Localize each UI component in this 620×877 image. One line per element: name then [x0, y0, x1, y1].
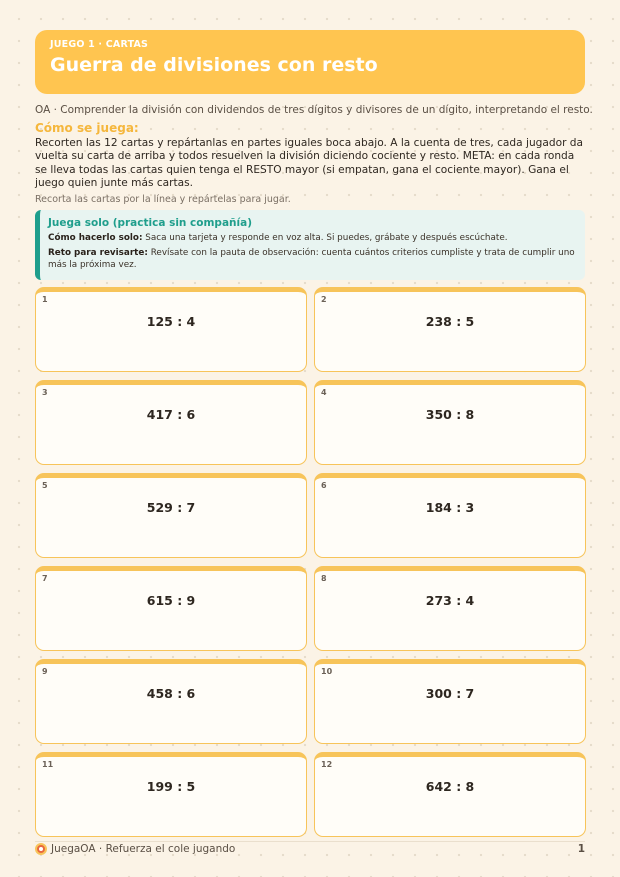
card-division: 417 : 6	[146, 407, 196, 422]
division-card[interactable]	[314, 473, 586, 558]
division-card[interactable]	[314, 752, 586, 837]
brand-logo-icon	[35, 843, 47, 855]
card-division: 350 : 8	[425, 407, 475, 422]
card-number: 11	[42, 760, 54, 769]
howto-heading: Cómo se juega:	[35, 121, 139, 135]
card-number: 6	[321, 481, 327, 490]
division-card[interactable]	[314, 659, 586, 744]
card-division: 199 : 5	[146, 779, 196, 794]
card-number: 9	[42, 667, 48, 676]
division-card[interactable]	[35, 380, 307, 465]
division-card[interactable]	[314, 287, 586, 372]
page-number: 1	[577, 843, 585, 855]
division-card[interactable]	[314, 380, 586, 465]
card-number: 12	[321, 760, 333, 769]
division-card[interactable]	[35, 752, 307, 837]
card-division: 273 : 4	[425, 593, 475, 608]
card-division: 184 : 3	[425, 500, 475, 515]
solo-challenge-label: Reto para revisarte:	[48, 248, 148, 258]
card-number: 10	[321, 667, 333, 676]
card-division: 529 : 7	[146, 500, 196, 515]
footer-brand: JuegaOA · Refuerza el cole jugando	[51, 843, 236, 855]
card-number: 5	[42, 481, 48, 490]
game-rules: Recorten las 12 cartas y repártanlas en partes iguales boca abajo. A la cuenta de tres, cada jugador da vuelta su carta de arriba y todos resuelven la división diciendo cociente y resto. META: en cada ronda se lleva todas las cartas quien tenga el RESTO mayor (si empatan, gana el cociente mayor). Gana el juego quien junte más cartas.	[35, 137, 584, 190]
solo-how-text: Saca una tarjeta y responde en voz alta. Si puedes, grábate y después escúchate.	[145, 233, 508, 243]
card-number: 1	[42, 295, 48, 304]
solo-how-label: Cómo hacerlo solo:	[48, 233, 143, 243]
card-division: 238 : 5	[425, 314, 475, 329]
learning-objective: OA · Comprender la división con dividendos de tres dígitos y divisores de un dígito, interpretando el resto.	[35, 104, 593, 116]
cut-note: Recorta las cartas por la línea y repártelas para jugar.	[35, 194, 291, 205]
division-card[interactable]	[314, 566, 586, 651]
card-number: 3	[42, 388, 48, 397]
game-kicker: JUEGO 1 · CARTAS	[50, 39, 149, 50]
card-division: 458 : 6	[146, 686, 196, 701]
card-number: 8	[321, 574, 327, 583]
card-division: 125 : 4	[146, 314, 196, 329]
page-title: Guerra de divisiones con resto	[50, 54, 378, 76]
card-number: 7	[42, 574, 48, 583]
card-division: 615 : 9	[146, 593, 196, 608]
page-footer	[35, 843, 585, 859]
division-card[interactable]	[35, 287, 307, 372]
solo-play-box	[35, 210, 585, 280]
game-header	[35, 30, 585, 94]
solo-title: Juega solo (practica sin compañía)	[48, 217, 252, 229]
division-card[interactable]	[35, 659, 307, 744]
card-division: 300 : 7	[425, 686, 475, 701]
division-card[interactable]	[35, 473, 307, 558]
card-number: 4	[321, 388, 327, 397]
footer-divider	[35, 841, 585, 842]
card-number: 2	[321, 295, 327, 304]
card-division: 642 : 8	[425, 779, 475, 794]
division-card[interactable]	[35, 566, 307, 651]
solo-challenge-text: Revísate con la pauta de observación: cuenta cuántos criterios cumpliste y trata de cumplir uno más la próxima vez.	[48, 248, 575, 270]
solo-challenge-line	[48, 247, 575, 271]
solo-how-line	[48, 232, 575, 244]
